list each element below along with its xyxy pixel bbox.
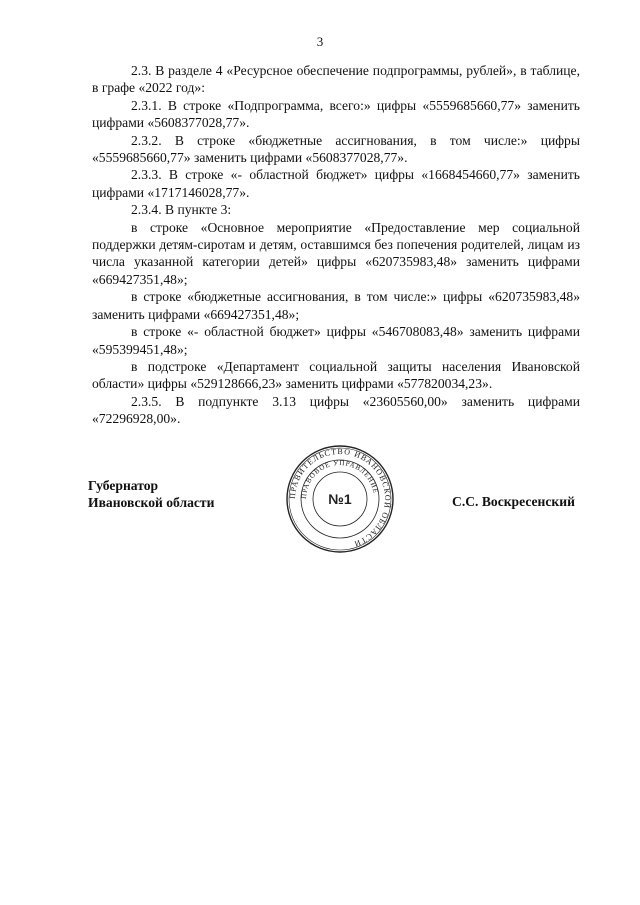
page-number: 3 (316, 34, 324, 49)
paragraph-main-activity: в строке «Основное мероприятие «Предоставление мер социальной поддержки детям-сиротам и детям, оставшимся без попечения родителей, лицам из числа указанной категории детей» цифры «620735983,48» заменить цифрами «669427351,48»; (92, 219, 580, 287)
seal-outer-text: ПРАВИТЕЛЬСТВО ИВАНОВСКОЙ ОБЛАСТИ (287, 446, 393, 549)
position-line-2: Ивановской области (88, 495, 215, 511)
paragraph-2-3-5: 2.3.5. В подпункте 3.13 цифры «23605560,00» заменить цифрами «72296928,00». (92, 393, 580, 427)
position-line-1: Губернатор (88, 478, 159, 493)
signatory-position (88, 477, 214, 512)
official-seal (284, 443, 396, 555)
paragraph-2-3-2: 2.3.2. В строке «бюджетные ассигнования, в том числе:» цифры «5559685660,77» заменить цифрами «5608377028,77». (92, 132, 580, 166)
signatory-name: С.С. Воскресенский (452, 494, 575, 509)
seal-number: №1 (328, 491, 352, 507)
seal-inner-text: ПРАВОВОЕ УПРАВЛЕНИЕ (299, 458, 380, 500)
paragraph-2-3-3: 2.3.3. В строке «- областной бюджет» цифры «1668454660,77» заменить цифрами «1717146028,77». (92, 167, 580, 200)
paragraph-2-3: 2.3. В разделе 4 «Ресурсное обеспечение подпрограммы, рублей», в таблице, в графе «2022 год»: (92, 63, 580, 96)
paragraph-regional-budget: в строке «- областной бюджет» цифры «546708083,48» заменить цифрами «595399451,48»; (92, 324, 580, 357)
paragraph-2-3-4: 2.3.4. В пункте 3: (131, 202, 232, 218)
paragraph-department: в подстроке «Департамент социальной защиты населения Ивановской области» цифры «529128666,23» заменить цифрами «577820034,23». (92, 358, 580, 392)
paragraph-budget-allocations: в строке «бюджетные ассигнования, в том числе:» цифры «620735983,48» заменить цифрами «669427351,48»; (92, 289, 580, 322)
paragraph-2-3-1: 2.3.1. В строке «Подпрограмма, всего:» цифры «5559685660,77» заменить цифрами «5608377028,77». (92, 97, 580, 131)
document-body (92, 62, 580, 428)
